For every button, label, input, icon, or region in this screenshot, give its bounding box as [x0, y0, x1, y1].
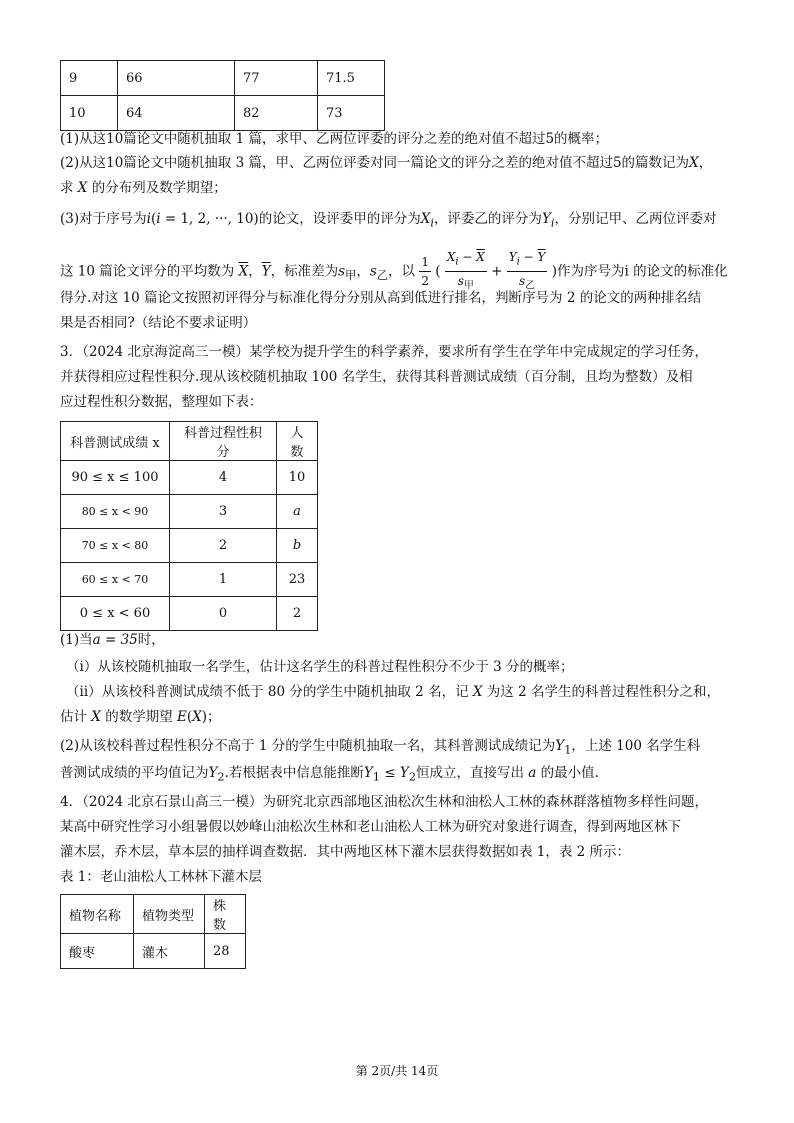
table-header-row: 植物名称 植物类型 株数 [61, 895, 246, 934]
science-score-table [60, 421, 318, 631]
table-row: 9 66 77 71.5 [61, 61, 385, 96]
question-3-heading: 3．（2024 北京海淀高三一模）某学校为提升学生的科学素养，要求所有学生在学年中完成规定的学习任务， [60, 344, 708, 360]
table-row: 10 64 82 73 [61, 96, 385, 131]
page-footer: 第 2页/共 14页 [355, 1064, 439, 1078]
table-row: 90 ≤ x ≤ 100 4 10 [61, 461, 318, 495]
question-2-part-2-cont: 求 X 的分布列及数学期望； [60, 180, 227, 196]
half-fraction: $\frac{1}{2}$ [421, 255, 429, 289]
table-row: 80 ≤ x < 90 3 a [61, 495, 318, 529]
score-table-continued [60, 60, 385, 131]
question-2-part-3-cont: 这 10 篇论文评分的平均数为 $\overline{X}$，$\overline{Y}$，标准差为$s_甲$，$s_乙$，以 $\frac{1}{2}$ ( $\frac{X_i - \overline{X}}{s_甲}$ + $\frac{Y_i - \overline{Y}}{s_乙}$ )作为序号为i 的论文的标准化 [60, 248, 728, 296]
fraction-x: $\frac{X_i - \overline{X}}{s_甲}$ [446, 250, 485, 292]
question-3-part-1-i: （i）从该校随机抽取一名学生，估计这名学生的科普过程性积分不少于 3 分的概率； [66, 659, 574, 675]
question-3-part-1-ii-cont: 估计 X 的数学期望 E(X)； [60, 709, 221, 725]
shrub-table [60, 894, 246, 969]
table-header-row: 科普测试成绩 x 科普过程性积分 人数 [61, 422, 318, 461]
question-2-part-3-cont2: 得分.对这 10 篇论文按照初评得分与标准化得分分别从高到低进行排名，判断序号为 2 的论文的两种排名结 [60, 290, 702, 306]
question-4-heading-cont: 某高中研究性学习小组暑假以妙峰山油松次生林和老山油松人工林为研究对象进行调查，得到两地区林下 [60, 819, 681, 835]
question-3-part-2-cont: 普测试成绩的平均值记为$Y_2$.若根据表中信息能推断$Y_1 \le Y_2$恒成立，直接写出 a 的最小值. [60, 765, 599, 784]
question-3-part-2: (2)从该校科普过程性积分不高于 1 分的学生中随机抽取一名，其科普测试成绩记为$Y_1$，上述 100 名学生科 [60, 738, 701, 757]
question-3-part-1-ii: （ii）从该校科普测试成绩不低于 80 分的学生中随机抽取 2 名，记 X 为这 2 名学生的科普过程性积分之和， [66, 684, 720, 700]
table-caption: 表 1：老山油松人工林林下灌木层 [60, 869, 262, 885]
table-row: 60 ≤ x < 70 1 23 [61, 563, 318, 597]
question-3-part-1: (1)当a = 35时， [60, 632, 165, 648]
table-row: 0 ≤ x < 60 0 2 [61, 597, 318, 631]
question-2-part-3: (3)对于序号为i(i = 1, 2, ···, 10)的论文，设评委甲的评分为$X_i$，评委乙的评分为$Y_i$，分别记甲、乙两位评委对 [60, 211, 717, 230]
question-3-heading-cont: 并获得相应过程性积分.现从该校随机抽取 100 名学生，获得其科普测试成绩（百分制，且均为整数）及相 [60, 369, 693, 385]
question-2-part-2: (2)从这10篇论文中随机抽取 3 篇，甲、乙两位评委对同一篇论文的评分之差的绝对值不超过5的篇数记为X， [60, 155, 713, 171]
question-2-part-3-cont3: 果是否相同?（结论不要求证明） [60, 315, 257, 331]
question-2-part-1: (1)从这10篇论文中随机抽取 1 篇，求甲、乙两位评委的评分之差的绝对值不超过5的概率； [60, 131, 609, 147]
question-4-heading: 4．（2024 北京石景山高三一模）为研究北京西部地区油松次生林和油松人工林的森林群落植物多样性问题， [60, 794, 708, 810]
question-3-heading-cont2: 应过程性积分数据，整理如下表： [60, 394, 263, 410]
fraction-y: $\frac{Y_i - \overline{Y}}{s_乙}$ [508, 250, 546, 292]
table-row: 70 ≤ x < 80 2 b [61, 529, 318, 563]
question-4-heading-cont2: 灌木层，乔木层，草本层的抽样调查数据．其中两地区林下灌木层获得数据如表 1，表 2 所示： [60, 844, 631, 860]
table-row: 酸枣 灌木 28 [61, 934, 246, 969]
